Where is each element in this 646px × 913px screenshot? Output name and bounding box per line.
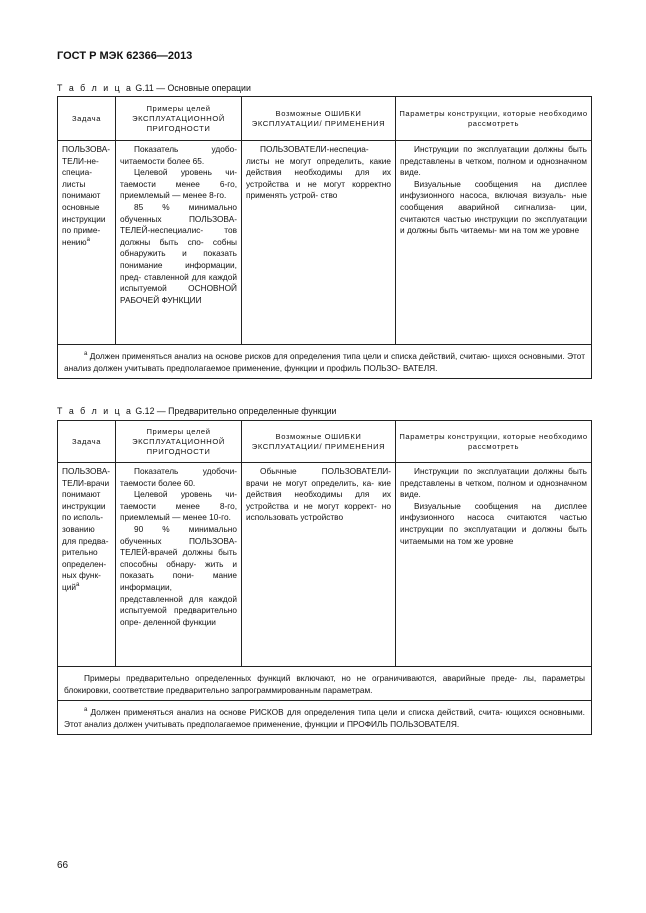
table-g12-caption-prefix: Т а б л и ц а bbox=[57, 406, 133, 416]
param-item: Инструкции по эксплуатации должны быть представлены в четком, полном и однозначном виде. bbox=[400, 144, 587, 178]
error-text: Обычные ПОЛЬЗОВАТЕЛИ- врачи не могут определить, ка- кие действия необходимы для их устройства и не могут коррект- но использовать устройство bbox=[246, 466, 391, 523]
col-header-task: Задача bbox=[58, 421, 116, 463]
examples-cell bbox=[58, 667, 592, 701]
goal-item: Показатель удобочи- таемости более 60. bbox=[120, 466, 237, 488]
table-g11-caption bbox=[57, 83, 251, 93]
table-g12 bbox=[57, 420, 592, 735]
table-g11-caption-prefix: Т а б л и ц а bbox=[57, 83, 133, 93]
footnote-text: Должен применяться анализ на основе РИСКОВ для определения типа цели и списка действий, счита- ющихся основными. Этот анализ должен учитывать предполагаемое применение, функции и ПРОФИЛЬ ПОЛЬЗОВАТЕЛЯ. bbox=[64, 707, 585, 729]
footnote-ref: а bbox=[86, 236, 90, 243]
goal-item: Целевой уровень чи- таемости менее 8-го, приемлемый — менее 10-го. bbox=[120, 489, 237, 523]
goal-item: 85 % минимально обученных ПОЛЬЗОВА- ТЕЛЕЙ-неспециалис- тов должны быть спо- собны обнаружить и показать понимание информации, пред- ставленной для каждой испытуемой ОСНОВНОЙ РАБОЧЕЙ ФУНКЦИИ bbox=[120, 201, 237, 305]
task-cell bbox=[58, 463, 116, 667]
task-cell bbox=[58, 141, 116, 345]
goals-cell bbox=[116, 463, 242, 667]
table-g11-footnote-row bbox=[58, 345, 592, 379]
col-header-errors: Возможные ОШИБКИ ЭКСПЛУАТАЦИИ/ ПРИМЕНЕНИЯ bbox=[242, 421, 396, 463]
col-header-errors: Возможные ОШИБКИ ЭКСПЛУАТАЦИИ/ ПРИМЕНЕНИЯ bbox=[242, 97, 396, 141]
footnote-mark: а bbox=[84, 351, 88, 358]
col-header-params: Параметры конструкции, которые необходимо рассмотреть bbox=[396, 421, 592, 463]
goal-item: Показатель удобо- читаемости более 65. bbox=[120, 144, 237, 166]
params-cell bbox=[396, 141, 592, 345]
error-text: ПОЛЬЗОВАТЕЛИ-неспециа- листы не могут определить, какие действия необходимы для их устройства и не могут корректно применять устрой- ство bbox=[246, 144, 391, 201]
footnote-ref: а bbox=[76, 582, 80, 589]
examples-text: Примеры предварительно определенных функций включают, но не ограничиваются, аварийные преде- лы, параметры блокировки, соответствие предварительно запрограммированным параметрам. bbox=[64, 673, 585, 695]
col-header-params: Параметры конструкции, которые необходимо рассмотреть bbox=[396, 97, 592, 141]
table-g12-caption-title: G.12 — Предварительно определенные функции bbox=[132, 406, 337, 416]
task-text: ПОЛЬЗОВА- ТЕЛИ-врачи понимают инструкции по исполь- зованию для предва- рительно определен- ных функ- ций bbox=[62, 466, 111, 592]
col-header-task: Задача bbox=[58, 97, 116, 141]
errors-cell bbox=[242, 463, 396, 667]
table-g11-caption-title: G.11 — Основные операции bbox=[132, 83, 251, 93]
param-item: Визуальные сообщения на дисплее инфузионного насоса, включая визуаль- ные сообщения аварийной сигнализа- ции, считаются частью инструкции по эксплуатации и должны быть читаемы- ми на том же уровне bbox=[400, 178, 587, 236]
footnote-text: Должен применяться анализ на основе рисков для определения типа цели и списка действий, считаю- щихся основными. Этот анализ должен учитывать предполагаемое применение, функции и профиль ПОЛЬЗО- ВАТЕЛЯ. bbox=[64, 351, 585, 373]
document-header: ГОСТ Р МЭК 62366—2013 bbox=[57, 50, 193, 62]
footnote-mark: а bbox=[84, 707, 88, 714]
table-row bbox=[58, 141, 592, 345]
table-g12-header-row bbox=[58, 421, 592, 463]
table-g12-examples-row bbox=[58, 667, 592, 701]
table-g12-caption bbox=[57, 406, 336, 416]
footnote-cell bbox=[58, 701, 592, 735]
footnote-cell bbox=[58, 345, 592, 379]
table-g11 bbox=[57, 96, 592, 379]
table-g12-footnote-row bbox=[58, 701, 592, 735]
task-text: ПОЛЬЗОВА- ТЕЛИ-не- специа- листы понимают основные инструкции по приме- нению bbox=[62, 144, 111, 247]
params-cell bbox=[396, 463, 592, 667]
param-item: Визуальные сообщения на дисплее инфузионного насоса считаются частью инструкции по эксплуатации и должны быть читаемыми на том же уровне bbox=[400, 500, 587, 546]
errors-cell bbox=[242, 141, 396, 345]
goal-item: Целевой уровень чи- таемости менее 6-го, приемлемый — менее 8-го. bbox=[120, 167, 237, 201]
col-header-goals: Примеры целей ЭКСПЛУАТАЦИОННОЙ ПРИГОДНОСТИ bbox=[116, 421, 242, 463]
goals-cell bbox=[116, 141, 242, 345]
table-row bbox=[58, 463, 592, 667]
page-number: 66 bbox=[57, 860, 69, 871]
param-item: Инструкции по эксплуатации должны быть представлены в четком, полном и однозначном виде. bbox=[400, 466, 587, 500]
col-header-goals: Примеры целей ЭКСПЛУАТАЦИОННОЙ ПРИГОДНОСТИ bbox=[116, 97, 242, 141]
goal-item: 90 % минимально обученных ПОЛЬЗОВА- ТЕЛЕЙ-врачей должны быть способны обнару- жить и показать пони- мание информации, представленной для каждой испытуемой предварительно опре- деленной функции bbox=[120, 523, 237, 627]
table-g11-header-row bbox=[58, 97, 592, 141]
